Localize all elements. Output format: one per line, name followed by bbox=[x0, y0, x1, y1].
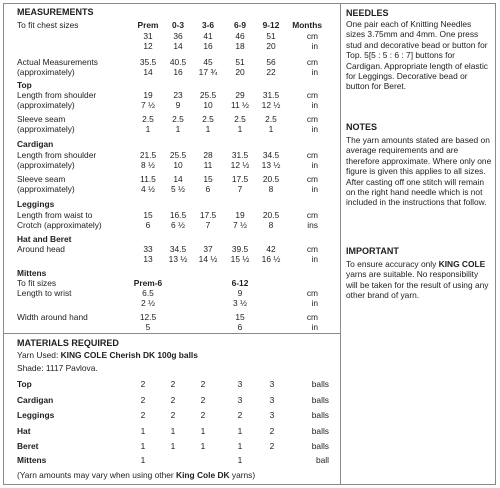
important-heading: IMPORTANT bbox=[346, 246, 399, 256]
mitten-size-header: 6-12 bbox=[231, 278, 249, 288]
value-cm: 39.5 bbox=[231, 244, 249, 254]
unit-cm: cm bbox=[306, 57, 318, 67]
value-in: 17 ¾ bbox=[198, 67, 218, 77]
material-row-label: Hat bbox=[17, 426, 31, 436]
value-in: 14 ½ bbox=[198, 254, 218, 264]
row-label-sub: (approximately) bbox=[17, 67, 75, 77]
material-ball-count: 3 bbox=[269, 379, 275, 389]
value-cm: 31.5 bbox=[262, 90, 280, 100]
value-in: 6 bbox=[205, 184, 211, 194]
value-in: 8 ½ bbox=[141, 160, 155, 170]
value-cm: 25.5 bbox=[169, 150, 187, 160]
unit-cm: cm bbox=[306, 312, 318, 322]
value-cm: 34.5 bbox=[169, 244, 187, 254]
value-in: 7 bbox=[205, 220, 211, 230]
unit-cm: cm bbox=[306, 114, 318, 124]
size-column-header: 6-9 bbox=[233, 20, 247, 30]
row-label: Length to wrist bbox=[17, 288, 72, 298]
material-ball-count: 2 bbox=[140, 410, 146, 420]
value-in: 7 ½ bbox=[141, 100, 155, 110]
size-column-header: Prem bbox=[137, 20, 159, 30]
important-brand: KING COLE bbox=[438, 259, 486, 269]
unit-in: in bbox=[311, 124, 318, 134]
material-ball-count: 1 bbox=[170, 426, 176, 436]
value-cm: 15 bbox=[143, 210, 153, 220]
mittens-title: Mittens bbox=[17, 268, 47, 278]
value-cm: 20.5 bbox=[262, 174, 280, 184]
material-row-label: Mittens bbox=[17, 455, 47, 465]
yarn-used-line bbox=[17, 351, 198, 361]
leggings-title: Leggings bbox=[17, 199, 55, 209]
material-row-label: Beret bbox=[17, 441, 39, 451]
value-cm: 19 bbox=[143, 90, 153, 100]
material-row-label: Top bbox=[17, 379, 32, 389]
value-cm: 17.5 bbox=[199, 210, 217, 220]
value-in: 20 bbox=[266, 41, 276, 51]
value-in: 7 ½ bbox=[233, 220, 247, 230]
material-ball-count: 2 bbox=[170, 410, 176, 420]
value-in: 1 bbox=[268, 124, 274, 134]
unit-cm: cm bbox=[306, 244, 318, 254]
value-in: 13 ½ bbox=[261, 160, 281, 170]
material-ball-count: 2 bbox=[200, 395, 206, 405]
value-cm: 16.5 bbox=[169, 210, 187, 220]
material-unit: balls bbox=[311, 410, 329, 420]
material-ball-count: 2 bbox=[140, 395, 146, 405]
value-cm: 33 bbox=[143, 244, 153, 254]
yarn-used-prefix: Yarn Used: bbox=[17, 350, 61, 360]
size-column-header: 0-3 bbox=[171, 20, 185, 30]
unit-cm: cm bbox=[306, 210, 318, 220]
value-cm: 56 bbox=[266, 57, 276, 67]
yarn-footnote bbox=[17, 471, 255, 481]
important-text bbox=[346, 259, 492, 301]
value-cm: 2.5 bbox=[234, 114, 246, 124]
value-cm: 40.5 bbox=[169, 57, 187, 67]
value-in: 1 bbox=[145, 124, 151, 134]
value-in: 2 ½ bbox=[141, 298, 155, 308]
material-unit: balls bbox=[311, 379, 329, 389]
value-in: 11 ½ bbox=[230, 100, 249, 110]
unit-in: in bbox=[311, 184, 318, 194]
row-label: Width around hand bbox=[17, 312, 88, 322]
value-in: 10 bbox=[173, 160, 183, 170]
value-in: 16 bbox=[203, 41, 213, 51]
material-ball-count: 3 bbox=[269, 410, 275, 420]
value-in: 5 ½ bbox=[171, 184, 185, 194]
mittens-fit-label: To fit sizes bbox=[17, 278, 57, 288]
value-cm: 45 bbox=[203, 57, 213, 67]
material-ball-count: 1 bbox=[237, 455, 243, 465]
footnote-brand: King Cole DK bbox=[176, 470, 230, 480]
material-ball-count: 2 bbox=[170, 379, 176, 389]
unit-in: in bbox=[311, 67, 318, 77]
value-cm: 21.5 bbox=[139, 150, 157, 160]
value-in: 13 ½ bbox=[168, 254, 188, 264]
value-in: 9 bbox=[175, 100, 181, 110]
value-cm: 14 bbox=[173, 174, 183, 184]
value-cm: 6.5 bbox=[142, 288, 154, 298]
unit-in: in bbox=[311, 41, 318, 51]
material-unit: balls bbox=[311, 426, 329, 436]
material-ball-count: 3 bbox=[269, 395, 275, 405]
unit-in: in bbox=[311, 160, 318, 170]
unit-in: ins bbox=[307, 220, 318, 230]
section-divider bbox=[3, 333, 340, 334]
row-label: Length from shoulder bbox=[17, 90, 97, 100]
value-cm: 29 bbox=[235, 90, 245, 100]
needles-text: One pair each of Knitting Needles sizes 3.75mm and 4mm. One press stud and decorative bead or button for Top. 5[5 : 5 : 6 : 7] buttons for Cardigan. Appropriate length of elastic for Leggings. Decorative bead or button for Beret. bbox=[346, 19, 488, 92]
value-cm: 12.5 bbox=[139, 312, 157, 322]
mitten-size-header: Prem-6 bbox=[133, 278, 163, 288]
value-cm: 15 bbox=[203, 174, 213, 184]
row-label: Sleeve seam bbox=[17, 114, 66, 124]
value-in: 12 bbox=[143, 41, 153, 51]
unit-cm: cm bbox=[306, 90, 318, 100]
value-cm: 17.5 bbox=[231, 174, 249, 184]
material-ball-count: 2 bbox=[269, 441, 275, 451]
row-label-sub: Crotch (approximately) bbox=[17, 220, 102, 230]
value-cm: 20.5 bbox=[262, 210, 280, 220]
material-ball-count: 1 bbox=[200, 441, 206, 451]
size-column-header: 9-12 bbox=[262, 20, 280, 30]
row-label-sub: (approximately) bbox=[17, 184, 75, 194]
unit-cm: cm bbox=[306, 31, 318, 41]
material-ball-count: 1 bbox=[237, 426, 243, 436]
value-in: 6 bbox=[237, 322, 243, 332]
value-in: 14 bbox=[173, 41, 183, 51]
value-cm: 9 bbox=[237, 288, 243, 298]
value-cm: 25.5 bbox=[199, 90, 217, 100]
notes-heading: NOTES bbox=[346, 122, 378, 132]
material-ball-count: 2 bbox=[237, 410, 243, 420]
value-cm: 42 bbox=[266, 244, 276, 254]
value-cm: 11.5 bbox=[140, 174, 156, 184]
row-label: Length from shoulder bbox=[17, 150, 97, 160]
needles-heading: NEEDLES bbox=[346, 8, 389, 18]
value-cm: 23 bbox=[173, 90, 183, 100]
value-in: 22 bbox=[266, 67, 276, 77]
row-label: Length from waist to bbox=[17, 210, 93, 220]
value-in: 16 ½ bbox=[261, 254, 281, 264]
row-label: Actual Measurements bbox=[17, 57, 98, 67]
value-in: 13 bbox=[143, 254, 153, 264]
value-in: 16 bbox=[173, 67, 183, 77]
value-in: 8 bbox=[268, 220, 274, 230]
value-cm: 2.5 bbox=[172, 114, 184, 124]
value-in: 1 bbox=[175, 124, 181, 134]
unit-in: in bbox=[311, 100, 318, 110]
value-cm: 35.5 bbox=[139, 57, 157, 67]
material-ball-count: 2 bbox=[140, 379, 146, 389]
value-in: 3 ½ bbox=[233, 298, 247, 308]
value-in: 1 bbox=[205, 124, 211, 134]
material-ball-count: 1 bbox=[140, 441, 146, 451]
value-cm: 41 bbox=[203, 31, 213, 41]
value-in: 14 bbox=[143, 67, 153, 77]
value-cm: 19 bbox=[235, 210, 245, 220]
material-row-label: Leggings bbox=[17, 410, 55, 420]
unit-in: in bbox=[311, 298, 318, 308]
value-cm: 15 bbox=[235, 312, 245, 322]
material-ball-count: 2 bbox=[269, 426, 275, 436]
material-unit: ball bbox=[315, 455, 329, 465]
material-row-label: Cardigan bbox=[17, 395, 54, 405]
size-column-header: 3-6 bbox=[201, 20, 215, 30]
material-ball-count: 1 bbox=[140, 426, 146, 436]
unit-cm: cm bbox=[306, 174, 318, 184]
row-label-sub: (approximately) bbox=[17, 100, 75, 110]
measurements-heading: MEASUREMENTS bbox=[17, 7, 94, 17]
material-ball-count: 3 bbox=[237, 395, 243, 405]
value-cm: 34.5 bbox=[262, 150, 280, 160]
value-in: 1 bbox=[237, 124, 243, 134]
value-in: 12 ½ bbox=[261, 100, 281, 110]
unit-cm: cm bbox=[306, 150, 318, 160]
important-text-suffix: yarns are suitable. No responsibility will be taken for the result of using any other brand of yarn. bbox=[346, 269, 489, 301]
material-unit: balls bbox=[311, 395, 329, 405]
row-label: Sleeve seam bbox=[17, 174, 66, 184]
value-in: 8 bbox=[268, 184, 274, 194]
row-label-sub: (approximately) bbox=[17, 124, 75, 134]
yarn-name: KING COLE Cherish DK 100g balls bbox=[60, 350, 198, 360]
row-label-sub: (approximately) bbox=[17, 160, 75, 170]
row-label: Around head bbox=[17, 244, 65, 254]
value-cm: 31.5 bbox=[231, 150, 249, 160]
materials-heading: MATERIALS REQUIRED bbox=[17, 338, 119, 348]
shade-line: Shade: 1117 Pavlova. bbox=[17, 363, 98, 373]
value-in: 4 ½ bbox=[141, 184, 155, 194]
value-in: 7 bbox=[237, 184, 243, 194]
unit-in: in bbox=[311, 322, 318, 332]
notes-text: The yarn amounts stated are based on average requirements and are therefore approximate. Where only one figure is given this applies to all sizes. After casting off one stitch will remain on the right hand needle which is not included in the instructions that follow. bbox=[346, 135, 492, 208]
material-ball-count: 1 bbox=[140, 455, 146, 465]
footnote-prefix: (Yarn amounts may vary when using other bbox=[17, 470, 177, 480]
unit-in: in bbox=[311, 254, 318, 264]
material-ball-count: 2 bbox=[200, 379, 206, 389]
value-cm: 46 bbox=[235, 31, 245, 41]
value-cm: 36 bbox=[173, 31, 183, 41]
material-ball-count: 2 bbox=[170, 395, 176, 405]
value-cm: 37 bbox=[203, 244, 213, 254]
important-text-prefix: To ensure accuracy only bbox=[346, 259, 439, 269]
value-in: 12 ½ bbox=[230, 160, 250, 170]
top-title: Top bbox=[17, 80, 32, 90]
value-cm: 2.5 bbox=[142, 114, 154, 124]
value-cm: 2.5 bbox=[202, 114, 214, 124]
material-ball-count: 1 bbox=[170, 441, 176, 451]
value-cm: 31 bbox=[143, 31, 153, 41]
value-cm: 51 bbox=[235, 57, 245, 67]
months-header: Months bbox=[292, 20, 322, 30]
value-in: 6 ½ bbox=[171, 220, 185, 230]
value-cm: 51 bbox=[266, 31, 276, 41]
material-ball-count: 3 bbox=[237, 379, 243, 389]
value-in: 10 bbox=[203, 100, 213, 110]
value-in: 20 bbox=[235, 67, 245, 77]
unit-cm: cm bbox=[306, 288, 318, 298]
value-in: 15 ½ bbox=[230, 254, 250, 264]
hat-beret-title: Hat and Beret bbox=[17, 234, 72, 244]
material-unit: balls bbox=[311, 441, 329, 451]
cardigan-title: Cardigan bbox=[17, 139, 54, 149]
column-divider bbox=[340, 3, 341, 485]
footnote-suffix: yarns) bbox=[229, 470, 256, 480]
material-ball-count: 2 bbox=[200, 410, 206, 420]
value-in: 6 bbox=[145, 220, 151, 230]
value-in: 11 bbox=[203, 160, 213, 170]
chest-size-label: To fit chest sizes bbox=[17, 20, 79, 30]
value-cm: 28 bbox=[203, 150, 213, 160]
value-cm: 2.5 bbox=[265, 114, 277, 124]
value-in: 5 bbox=[145, 322, 151, 332]
value-in: 18 bbox=[235, 41, 245, 51]
material-ball-count: 1 bbox=[200, 426, 206, 436]
material-ball-count: 1 bbox=[237, 441, 243, 451]
